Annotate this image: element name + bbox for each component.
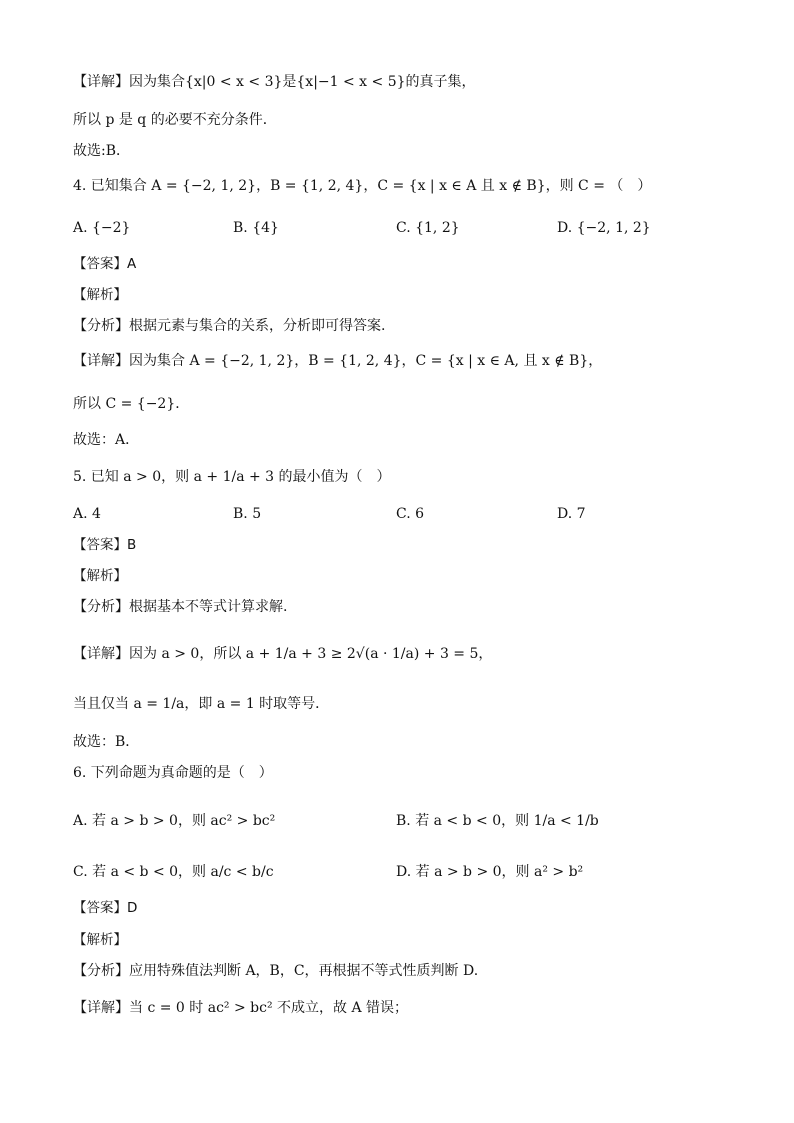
q4-answer: 【答案】A [73, 256, 137, 272]
q5-option-b: B. 5 [233, 506, 262, 522]
q4-option-b: B. {4} [233, 220, 279, 236]
question-6-stem: 6. 下列命题为真命题的是（ ） [73, 765, 273, 781]
q4-choice: 故选：A． [73, 432, 140, 448]
q5-answer: 【答案】B [73, 537, 137, 553]
q5-analysis: 【分析】根据基本不等式计算求解. [73, 599, 288, 615]
question-5-stem: 5. 已知 a > 0，则 a + 1/a + 3 的最小值为（ ） [73, 469, 391, 485]
q5-analysis-heading: 【解析】 [73, 568, 127, 584]
detail-line-q3: 【详解】因为集合{x|0 < x < 3}是{x|−1 < x < 5}的真子集， [73, 74, 476, 90]
q6-analysis-heading: 【解析】 [73, 932, 127, 948]
q5-equality: 当且仅当 a = 1/a，即 a = 1 时取等号． [73, 696, 330, 712]
choice-line-q3: 故选:B． [73, 143, 131, 159]
q4-option-c: C. {1, 2} [396, 220, 460, 236]
q5-option-a: A. 4 [73, 506, 101, 522]
q4-option-a: A. {−2} [73, 220, 131, 236]
q4-detail: 【详解】因为集合 A = {−2, 1, 2}，B = {1, 2, 4}，C = {x | x ∈ A, 且 x ∉ B}， [73, 353, 603, 369]
q6-detail: 【详解】当 c = 0 时 ac² > bc² 不成立，故 A 错误； [73, 1000, 409, 1016]
q6-analysis: 【分析】应用特殊值法判断 A，B，C，再根据不等式性质判断 D. [73, 963, 479, 979]
q5-option-c: C. 6 [396, 506, 425, 522]
q6-option-c: C. 若 a < b < 0，则 a/c < b/c [73, 864, 274, 880]
q6-option-d: D. 若 a > b > 0，则 a² > b² [396, 864, 584, 880]
conclusion-line-q3: 所以 p 是 q 的必要不充分条件． [73, 112, 277, 128]
q4-option-d: D. {−2, 1, 2} [557, 220, 651, 236]
q4-result: 所以 C = {−2}． [73, 396, 190, 412]
question-4-stem: 4. 已知集合 A = {−2, 1, 2}，B = {1, 2, 4}，C = {x | x ∈ A 且 x ∉ B}，则 C = （ ） [73, 178, 652, 194]
q6-option-b: B. 若 a < b < 0，则 1/a < 1/b [396, 813, 599, 829]
q5-option-d: D. 7 [557, 506, 586, 522]
q4-analysis-heading: 【解析】 [73, 287, 127, 303]
q5-detail: 【详解】因为 a > 0，所以 a + 1/a + 3 ≥ 2√(a · 1/a) + 3 = 5， [73, 646, 493, 662]
q6-option-a: A. 若 a > b > 0，则 ac² > bc² [73, 813, 276, 829]
q5-choice: 故选：B． [73, 734, 140, 750]
q6-answer: 【答案】D [73, 900, 138, 916]
q4-analysis: 【分析】根据元素与集合的关系，分析即可得答案. [73, 318, 386, 334]
